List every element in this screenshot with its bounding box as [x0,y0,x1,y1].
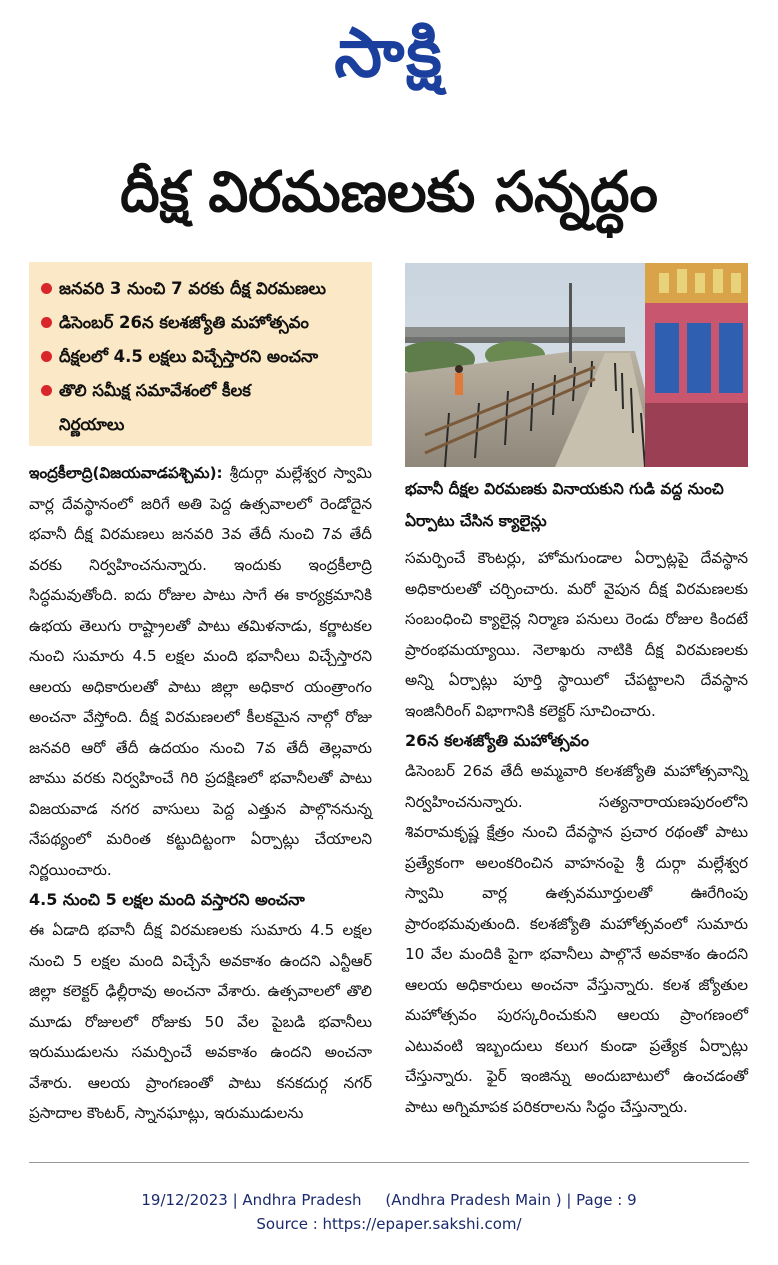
highlight-item [41,306,364,340]
red-bullet-icon [41,317,52,328]
footer-date-line: 19/12/2023 | Andhra Pradesh (Andhra Pradesh Main ) | Page : 9 [141,1191,637,1209]
paragraph-text: శ్రీదుర్గా మల్లేశ్వర స్వామి వార్ల దేవస్థానంలో జరిగే అతి పెద్ద ఉత్సవాలలో రెండోదైన భవానీ దీక్ష విరమణలు జనవరి 3వ తేదీ నుంచి 7వ తేదీ వరకు నిర్వహించనున్నారు. ఇందుకు ఇంద్రకీలాద్రి సిద్ధమవుతోంది. ఐదు రోజుల పాటు సాగే ఈ కార్యక్రమానికి ఉభయ తెలుగు రాష్ట్రాలతో పాటు తమిళనాడు, కర్ణాటకల నుంచి సుమారు 4.5 లక్షల మంది భవానీలు విచ్చేస్తారని ఆలయ అధికారులతో పాటు జిల్లా అధికార యంత్రాంగం అంచనా వేస్తోంది. దీక్ష విరమణలలో కీలకమైన నాల్గో రోజు జనవరి ఆరో తేదీ ఉదయం నుంచి 7వ తేదీ తెల్లవారు జాము వరకు నిర్వహించే గిరి ప్రదక్షిణలో భవానీలతో పాటు విజయవాడ నగర వాసులు పెద్ద ఎత్తున పాల్గొననున్న నేపథ్యంలో మరింత కట్టుదిట్టంగా ఏర్పాట్లు చేయాలని నిర్ణయించారు. [29,464,373,879]
article-column-right [405,543,748,1122]
sakshi-logo: సాక్షి [334,14,444,93]
article-paragraph [29,458,372,885]
highlight-text: జనవరి 3 నుంచి 7 వరకు దీక్ష విరమణలు [59,279,326,298]
article-paragraph: డిసెంబర్ 26వ తేదీ అమ్మవారి కలశజ్యోతి మహోత్సవాన్ని నిర్వహించనున్నారు. సత్యనారాయణపురంలోని శివరామకృష్ణ క్షేత్రం నుంచి దేవస్థాన ప్రచార రథంతో పాటు ప్రత్యేకంగా అలంకరించిన వాహనంపై శ్రీ దుర్గా మల్లేశ్వర స్వామి వార్ల ఉత్సవమూర్తులతో ఊరేగింపు ప్రారంభమవుతుంది. కలశజ్యోతి మహోత్సవంలో సుమారు 10 వేల మందికి పైగా భవానీలు పాల్గొనే అవకాశం ఉందని ఆలయ అధికారులు అంచనా వేస్తున్నారు. కలశ జ్యోతుల మహోత్సవం పురస్కరించుకుని ఆలయ ప్రాంగణంలో ఎటువంటి ఇబ్బందులు కలుగ కుండా ప్రత్యేక ఏర్పాట్లు చేస్తున్నారు. ఫైర్ ఇంజిన్ను అందుబాటులో ఉంచడంతో పాటు అగ్నిమాపక పరికరాలను సిద్ధం చేస్తున్నారు. [405,762,748,1116]
footer [0,1188,778,1236]
article-paragraph: సమర్పించే కౌంటర్లు, హోమగుండాల ఏర్పాట్లపై దేవస్థాన అధికారులతో చర్చించారు. మరో వైపున దీక్ష విరమణలకు సంబంధించి క్యాలైన్ల నిర్మాణ పనులు రెండు రోజుల కిందటే ప్రారంభమయ్యాయి. నెలాఖరు నాటికి దీక్ష విరమణలకు అన్ని ఏర్పాట్లు పూర్తి స్థాయిలో చేపట్టాలని దేవస్థాన ఇంజినీరింగ్ విభాగానికి కలెక్టర్ సూచించారు. [405,549,748,720]
highlight-text: డిసెంబర్ 26న కలశజ్యోతి మహోత్సవం [59,313,309,332]
article-paragraph: ఈ ఏడాది భవానీ దీక్ష విరమణలకు సుమారు 4.5 లక్షల నుంచి 5 లక్షల మంది విచ్చేసే అవకాశం ఉందని ఎన్టీఆర్ జిల్లా కలెక్టర్ ఢిల్లీరావు అంచనా వేశారు. ఉత్సవాలలో తొలి మూడు రోజులలో రోజుకు 50 వేల పైబడి భవానీలు ఇరుముడులను సమర్పించే అవకాశం ఉందని అంచనా వేశారు. ఆలయ ప్రాంగణంతో పాటు కనకదుర్గ నగర్ ప్రసాదాల కౌంటర్, స్నానఘాట్లు, ఇరుముడులను [29,921,372,1122]
highlight-item [41,272,364,306]
headline: దీక్ష విరమణలకు సన్నద్ధం [120,159,658,225]
footer-divider [29,1162,749,1163]
highlight-item [41,340,364,374]
red-bullet-icon [41,351,52,362]
footer-source-line: Source : https://epaper.sakshi.com/ [256,1215,522,1233]
highlights-box [29,262,372,446]
red-bullet-icon [41,385,52,396]
highlight-text: దీక్షలలో 4.5 లక్షలు విచ్చేస్తారని అంచనా [59,347,319,366]
highlight-text: తొలి సమీక్ష సమావేశంలో కీలక నిర్ణయాలు [59,381,251,434]
queue-lines-photo [405,263,748,467]
article-column-left [29,458,372,1129]
dateline: ఇంద్రకీలాద్రి(విజయవాడపశ్చిమ): [29,464,223,482]
highlight-item [41,374,271,442]
photo-caption: భవానీ దీక్షల విరమణకు వినాయకుని గుడి వద్ద నుంచి ఏర్పాటు చేసిన క్యాలైన్లు [405,480,724,530]
subheading: 26న కలశజ్యోతి మహోత్సవం [405,731,590,750]
red-bullet-icon [41,283,52,294]
news-photo [405,263,748,467]
subheading: 4.5 నుంచి 5 లక్షల మంది వస్తారని అంచనా [29,890,305,909]
